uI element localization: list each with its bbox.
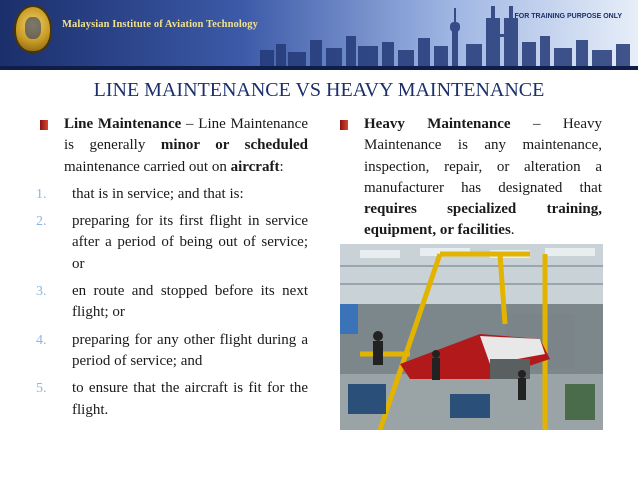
line-def-part2: maintenance carried out on [64,158,231,175]
line-maintenance-column [36,114,308,421]
line-maintenance-term: Line Maintenance [64,116,182,132]
heavy-def-part2: . [510,222,515,239]
list-item [36,211,308,275]
training-purpose-note: FOR TRAINING PURPOSE ONLY [514,13,622,20]
header-banner [0,0,638,70]
heavy-def-emphasis: requires specialized training, equipment, or facilities [364,201,602,239]
list-item-text: that is in service; and that is: [72,185,244,202]
institute-name: Malaysian Institute of Aviation Technology [62,19,258,30]
list-item-text: en route and stopped before its next flight; or [72,283,308,321]
heavy-def-part1: – Heavy Maintenance is any maintenance, inspection, repair, or alteration a manufacturer has designated that [364,116,602,196]
line-maintenance-conditions [36,184,308,421]
line-def-emphasis2: aircraft [230,158,280,175]
city-skyline-decoration [250,0,638,70]
line-def-part1: – Line Maintenance is generally [64,116,308,154]
hangar-maintenance-photo [340,244,603,430]
list-number: 5. [36,381,47,397]
heavy-maintenance-definition [336,114,602,242]
slide-title: LINE MAINTENANCE VS HEAVY MAINTENANCE [93,79,545,101]
list-item-text: to ensure that the aircraft is fit for the flight. [72,380,308,418]
heavy-maintenance-column [336,114,602,242]
list-item [36,281,308,324]
list-number: 1. [36,186,47,202]
header-stripe [0,66,638,70]
list-number: 2. [36,214,47,230]
list-item [36,330,308,373]
line-maintenance-definition [36,114,308,178]
line-def-part3: : [279,158,284,175]
heavy-maintenance-term: Heavy Maintenance [364,116,511,132]
institute-crest-logo [14,5,52,53]
list-item-text: preparing for its first flight in service after a period of being out of service; or [72,213,308,272]
square-bullet-icon [40,120,48,130]
list-item-text: preparing for any other flight during a period of service; and [72,331,308,369]
square-bullet-icon [340,120,348,130]
list-number: 4. [36,332,47,348]
hangar-photo-illustration [340,244,603,430]
list-item [36,378,308,421]
line-def-emphasis1: minor or scheduled [160,137,308,154]
list-number: 3. [36,284,47,300]
list-item [36,184,308,205]
